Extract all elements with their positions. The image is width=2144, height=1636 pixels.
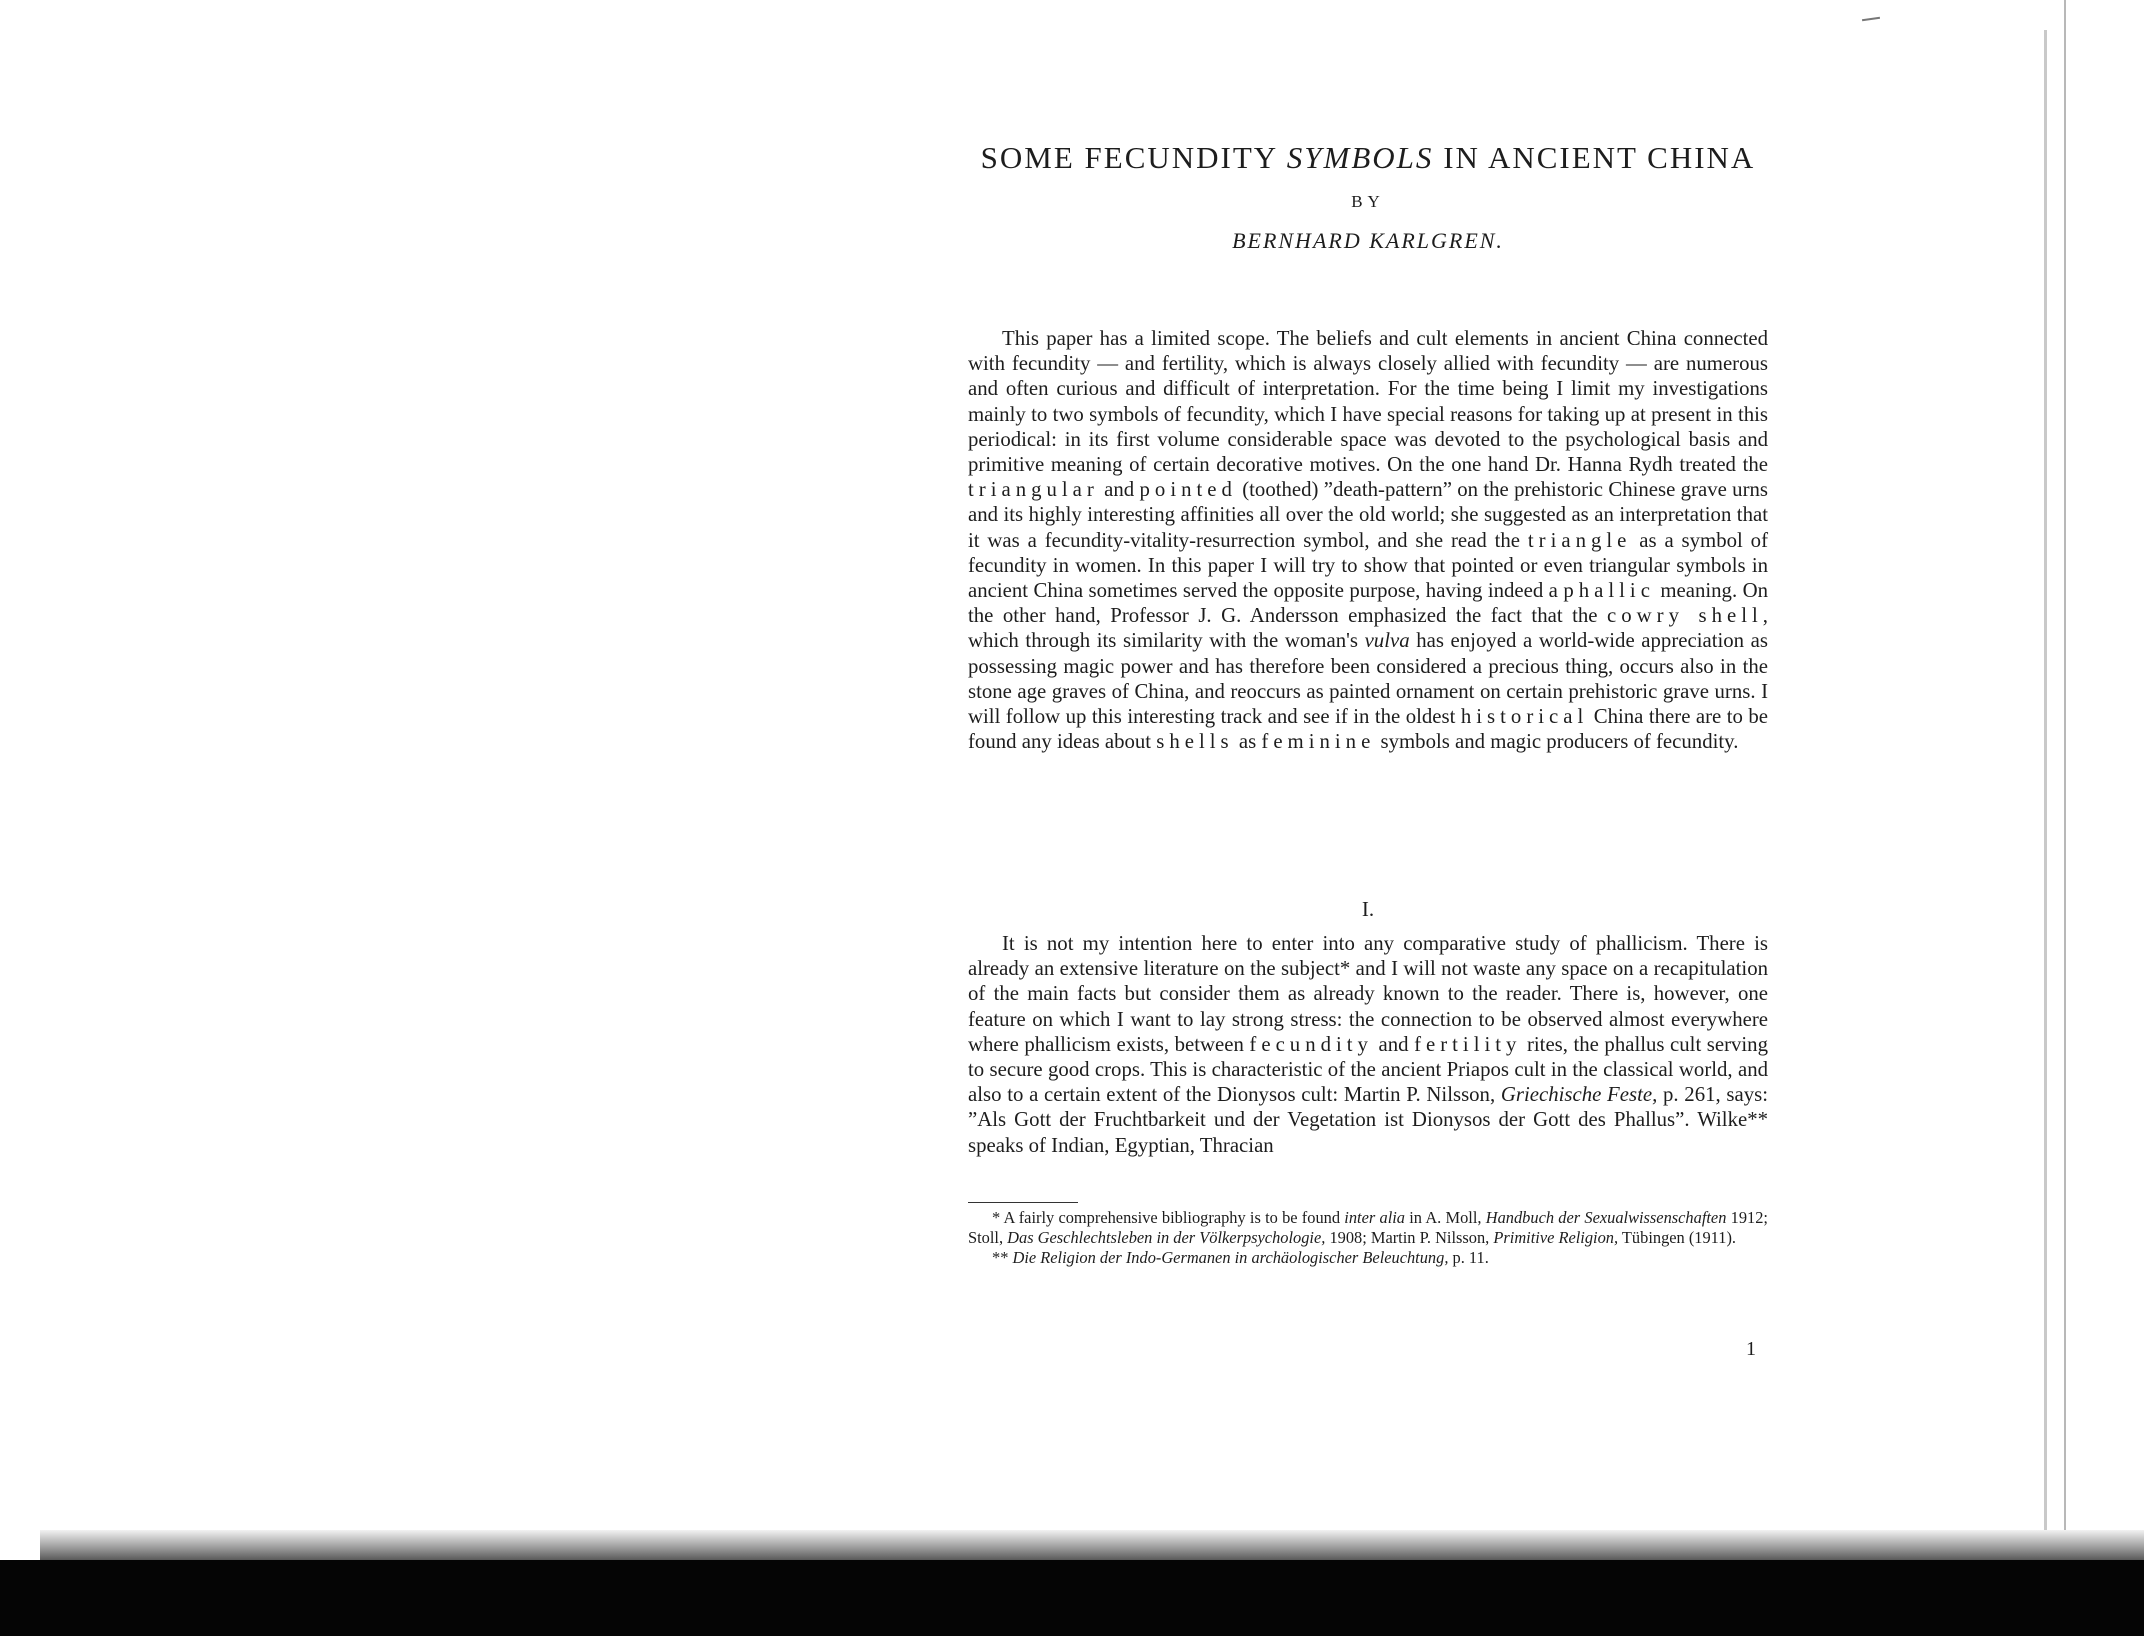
section-paragraph: It is not my intention here to enter into any comparative study of phallicism. There is already an extensive literature on the subject* and I will not waste any space on a recapitulation of the main facts but consider them as already known to the reader. There is, however, one feature on which I want to lay strong stress: the connection to be observed almost everywhere where phallicism exists, between fecundity and fertility rites, the phallus cult serving to secure good crops. This is characteristic of the ancient Priapos cult in the classical world, and also to a certain extent of the Dionysos cult: Martin P. Nilsson, Griechische Feste, p. 261, says: ”Als Gott der Fruchtbarkeit und der Vegetation ist Dionysos der Gott des Phallus”. Wilke** speaks of Indian, Egyptian, Thracian <box>968 932 1769 1157</box>
author-name: BERNHARD KARLGREN. <box>1232 228 1504 253</box>
scan-border <box>0 1560 2144 1636</box>
article-title: SOME FECUNDITY SYMBOLS IN ANCIENT CHINA <box>980 140 1756 175</box>
page-number: 1 <box>1746 1338 1756 1360</box>
footnote-rule <box>968 1202 1078 1203</box>
section-heading: I. <box>1361 897 1375 921</box>
byline-label: BY <box>1351 192 1385 211</box>
scan-mark <box>1862 17 1880 21</box>
footnotes <box>968 1208 1768 1268</box>
scan-shadow <box>40 1530 2144 1560</box>
intro-paragraph: This paper has a limited scope. The beliefs and cult elements in ancient China connected with fecundity — and fertility, which is always closely allied with fecundity — are numerous and often curious and difficult of interpretation. For the time being I limit my investigations mainly to two symbols of fecundity, which I have special reasons for taking up at present in this periodical: in its first volume considerable space was devoted to the psychological basis and primitive meaning of certain decorative motives. On the one hand Dr. Hanna Rydh treated the triangular and pointed (toothed) ”death-pattern” on the prehistoric Chinese grave urns and its highly interesting affinities all over the old world; she suggested as an interpretation that it was a fecundity-vitality-resurrection symbol, and she read the triangle as a symbol of fecundity in women. In this paper I will try to show that pointed or even triangular symbols in ancient China sometimes served the opposite purpose, having indeed a phallic meaning. On the other hand, Professor J. G. Andersson emphasized the fact that the cowry shell, which through its similarity with the woman's vulva has enjoyed a world-wide appreciation as possessing magic power and has therefore been considered a precious thing, occurs also in the stone age graves of China, and reoccurs as painted ornament on certain prehistoric grave urns. I will follow up this interesting track and see if in the oldest historical China there are to be found any ideas about shells as feminine symbols and magic producers of fecundity. <box>968 327 1768 754</box>
footnote-1: * A fairly comprehensive bibliography is to be found inter alia in A. Moll, Handbuch der Sexualwissenschaften 1912; Stoll, Das Geschlechtsleben in der Völkerpsychologie, 1908; Martin P. Nilsson, Primitive Religion, Tübingen (1911). <box>968 1208 1768 1247</box>
page-edge-line <box>2044 30 2047 1570</box>
book-edge-line <box>2064 0 2066 1600</box>
footnote-2: ** Die Religion der Indo-Germanen in archäologischer Beleuchtung, p. 11. <box>992 1248 1489 1267</box>
